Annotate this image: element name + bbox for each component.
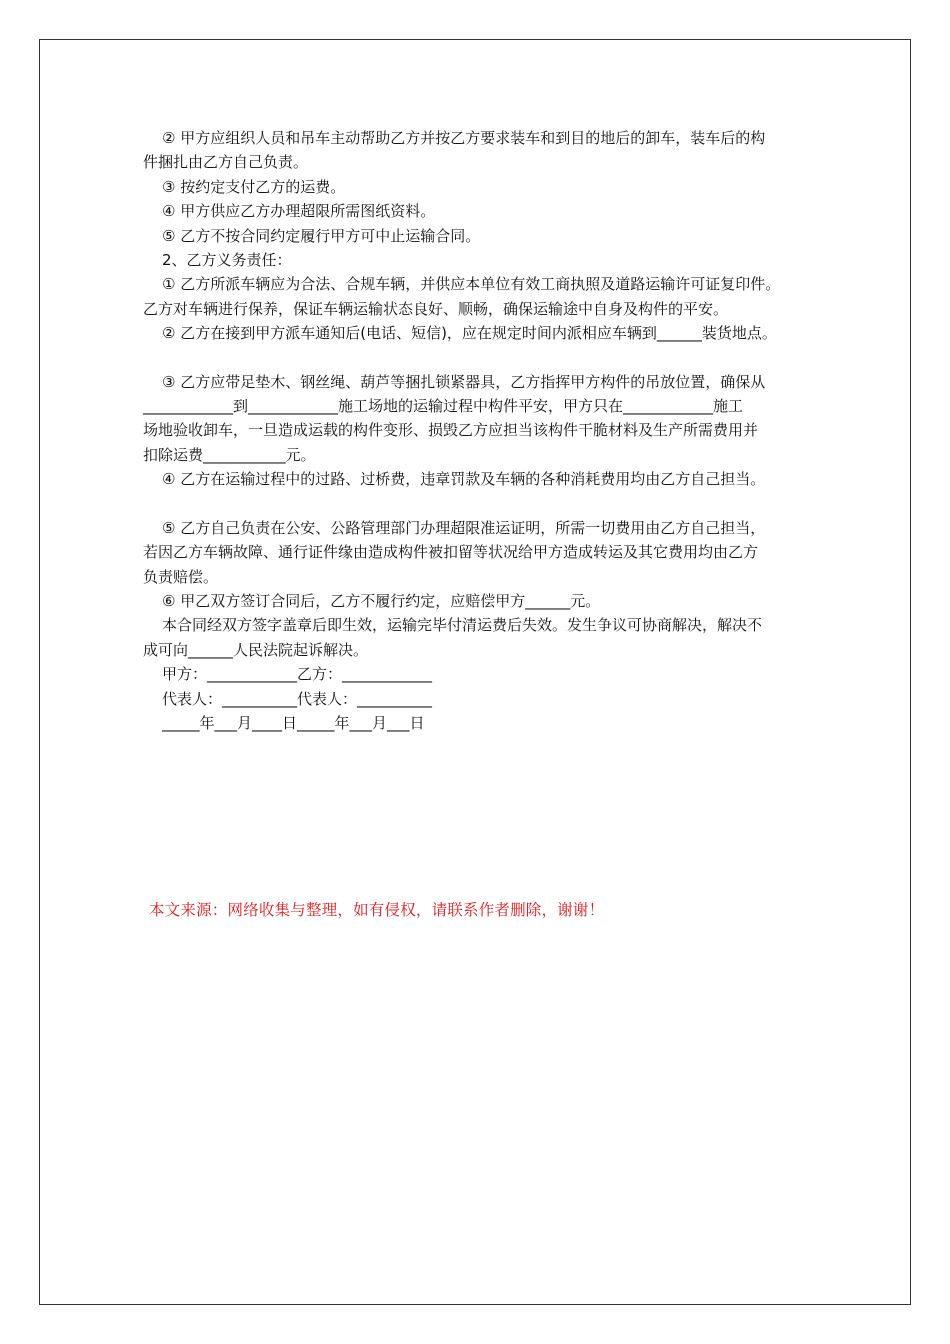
paragraph-line: 若因乙方车辆故障、通行证件缘由造成构件被扣留等状况给甲方造成转运及其它费用均由乙方 <box>143 543 759 562</box>
paragraph-line: ⑥ 甲乙双方签订合同后，乙方不履行约定，应赔偿甲方______元。 <box>162 591 601 610</box>
paragraph-line: ② 乙方在接到甲方派车通知后(电话、短信)，应在规定时间内派相应车辆到______装货地点。 <box>162 324 777 343</box>
paragraph-line: 负责赔偿。 <box>143 567 219 586</box>
signature-line-party: 甲方：____________乙方：____________ <box>162 665 433 684</box>
document-body <box>143 126 815 735</box>
source-note: 本文来源：网络收集与整理，如有侵权，请联系作者删除，谢谢！ <box>149 901 605 919</box>
paragraph-line: ③ 乙方应带足垫木、钢丝绳、葫芦等捆扎锁紧器具，乙方指挥甲方构件的吊放位置，确保从 <box>162 372 766 391</box>
paragraph-line: ⑤ 乙方自己负责在公安、公路管理部门办理超限准运证明，所需一切费用由乙方自己担当， <box>162 518 766 537</box>
paragraph-gap <box>143 346 815 370</box>
paragraph-line: ① 乙方所派车辆应为合法、合规车辆，并供应本单位有效工商执照及道路运输许可证复印件。 <box>162 275 781 294</box>
paragraph-line: 场地验收卸车，一旦造成运载的构件变形、损毁乙方应担当该构件干脆材料及生产所需费用并 <box>143 421 759 440</box>
paragraph-line: 乙方对车辆进行保养，保证车辆运输状态良好、顺畅，确保运输途中自身及构件的平安。 <box>143 299 729 318</box>
paragraph-line: ____________到____________施工场地的运输过程中构件平安，甲方只在____________施工 <box>143 397 744 416</box>
paragraph-line: ④ 甲方供应乙方办理超限所需图纸资料。 <box>162 202 436 221</box>
paragraph-line: 件捆扎由乙方自己负责。 <box>143 153 309 172</box>
paragraph-line: ⑤ 乙方不按合同约定履行甲方可中止运输合同。 <box>162 226 481 245</box>
section-heading: 2、乙方义务责任： <box>162 251 292 270</box>
paragraph-line: ④ 乙方在运输过程中的过路、过桥费，违章罚款及车辆的各种消耗费用均由乙方自己担当。 <box>162 470 766 489</box>
paragraph-line: 扣除运费___________元。 <box>143 445 316 464</box>
paragraph-gap <box>143 492 815 516</box>
paragraph-line: ② 甲方应组织人员和吊车主动帮助乙方并按乙方要求装车和到目的地后的卸车，装车后的构 <box>162 129 766 147</box>
signature-line-representative: 代表人：__________代表人：__________ <box>162 689 433 708</box>
paragraph-line: 成可向______人民法院起诉解决。 <box>143 640 369 659</box>
signature-line-date: _____年___月____日_____年___月___日 <box>162 713 425 732</box>
paragraph-line: ③ 按约定支付乙方的运费。 <box>162 177 346 196</box>
paragraph-line: 本合同经双方签字盖章后即生效，运输完毕付清运费后失效。发生争议可协商解决，解决不 <box>162 616 763 635</box>
